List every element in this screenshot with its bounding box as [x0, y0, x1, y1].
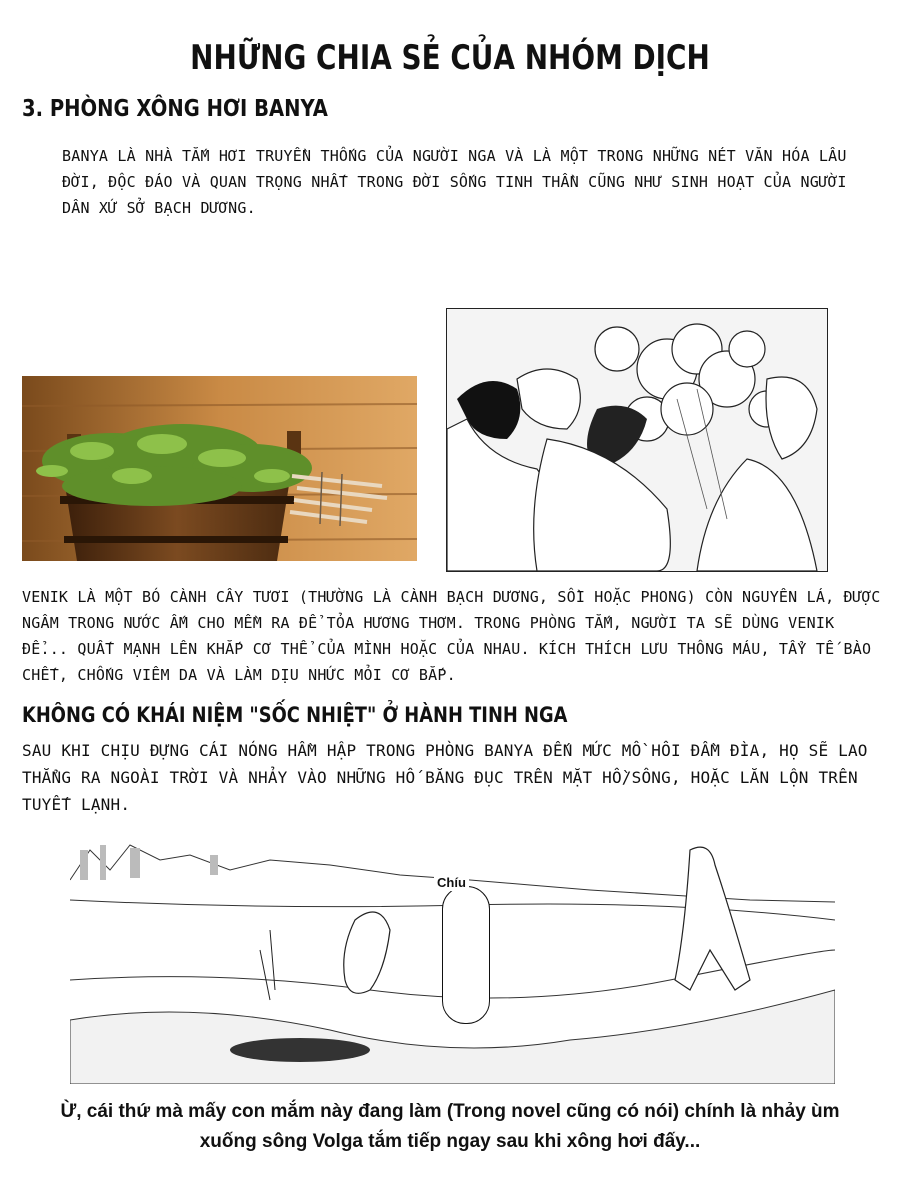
- page-title: NHỮNG CHIA SẺ CỦA NHÓM DỊCH: [190, 38, 710, 78]
- speech-bubble: [442, 886, 490, 1024]
- venik-paragraph: VENIK LÀ MỘT BÓ CÀNH CÂY TƯƠI (THƯỜNG LÀ CÀNH BẠCH DƯƠNG, SỒI HOẶC PHONG) CÒN NGUYÊN LÁ, ĐƯỢC NGÂM TRONG NƯỚC ẤM CHO MỀM RA ĐỂ TỎA HƯƠNG THƠM. TRONG PHÒNG TẮM, NGƯỜI TA SẼ DÙNG VENIK ĐỂ... QUẤT MẠNH LÊN KHẮP CƠ THỂ CỦA MÌNH HOẶC CỦA NHAU. KÍCH THÍCH LƯU THÔNG MÁU, TẨY TẾ BÀO CHẾT, CHỐNG VIÊM DA VÀ LÀM DỊU NHỨC MỎI CƠ BẮP.: [22, 588, 881, 684]
- sound-effect-label: Chíu: [434, 874, 469, 891]
- ice-hole-paragraph: SAU KHI CHỊU ĐỰNG CÁI NÓNG HẦM HẬP TRONG PHÒNG BANYA ĐẾN MỨC MỒ HÔI ĐẦM ĐÌA, HỌ SẼ LAO THẲNG RA NGOÀI TRỜI VÀ NHẢY VÀO NHỮNG HỐ BĂNG ĐỤC TRÊN MẶT HỒ/SÔNG, HOẶC LĂN LỘN TRÊN TUYẾT LẠNH.: [22, 741, 868, 814]
- banya-manga-panel: [446, 308, 828, 572]
- river-manga-panel: [70, 830, 835, 1084]
- section-heading-shock: KHÔNG CÓ KHÁI NIỆM "SỐC NHIỆT" Ở HÀNH TINH NGA: [22, 703, 568, 727]
- bottom-caption: Ừ, cái thứ mà mấy con mắm này đang làm (Trong novel cũng có nói) chính là nhảy ùm xuống sông Volga tắm tiếp ngay sau khi xông hơi đấy...: [60, 1101, 840, 1152]
- banya-paragraph: BANYA LÀ NHÀ TẮM HƠI TRUYỀN THỐNG CỦA NGƯỜI NGA VÀ LÀ MỘT TRONG NHỮNG NÉT VĂN HÓA LÂU ĐỜI, ĐỘC ĐÁO VÀ QUAN TRỌNG NHẤT TRONG ĐỜI SỐNG TINH THẦN CŨNG NHƯ SINH HOẠT CỦA NGƯỜI DÂN XỨ SỞ BẠCH DƯƠNG.: [62, 147, 847, 217]
- venik-bucket-photo: [22, 376, 417, 561]
- section-heading-banya: 3. PHÒNG XÔNG HƠI BANYA: [22, 96, 328, 122]
